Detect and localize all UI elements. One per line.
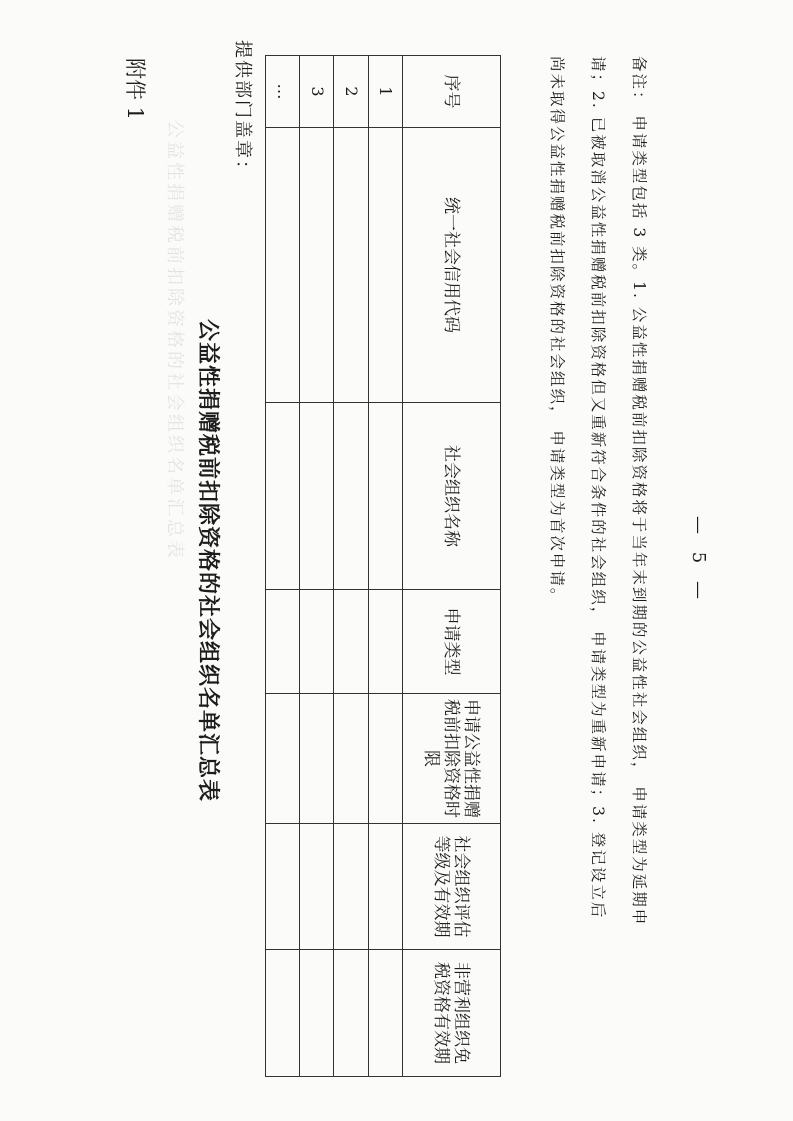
table-cell [300,824,334,950]
remarks-line: 尚未取得公益性捐赠税前扣除资格的社会组织， 申请类型为首次申请。 [548,56,566,606]
remarks [536,56,659,1066]
table-cell [334,950,368,1077]
remarks-line: 请；2. 已被取消公益性捐赠税前扣除资格但又重新符合条件的社会组织， 申请类型为重新申请；3. 登记设立后 [589,56,607,920]
table-cell [266,403,300,590]
header-org-name: 社会组织名称 [403,403,501,590]
page-number: — 5 — [688,516,709,605]
table-cell [334,403,368,590]
table-cell [334,824,368,950]
table-cell: 1 [368,56,402,128]
table-row [334,56,368,1077]
table-cell [368,950,402,1077]
header-credit-code: 统一社会信用代码 [403,128,501,403]
table-cell: 3 [300,56,334,128]
table-cell [266,590,300,694]
table-cell [334,128,368,403]
table-cell [300,128,334,403]
table-header-row [403,56,501,1077]
table-cell [368,403,402,590]
table-row [266,56,300,1077]
table-cell [368,694,402,824]
table-cell: … [266,56,300,128]
table-cell [334,590,368,694]
header-seq: 序号 [403,56,501,128]
summary-table [265,55,501,1077]
header-deduction-period: 申请公益性捐赠税前扣除资格时限 [403,694,501,824]
table-row [300,56,334,1077]
header-eval-grade: 社会组织评估等级及有效期 [403,824,501,950]
table-cell [266,128,300,403]
table-cell: 2 [334,56,368,128]
table-cell [300,403,334,590]
table-cell [368,590,402,694]
table-cell [266,824,300,950]
table-cell [368,128,402,403]
header-tax-exempt: 非营利组织免税资格有效期 [403,950,501,1077]
table-cell [266,950,300,1077]
table-cell [300,950,334,1077]
page-title: 公益性捐赠税前扣除资格的社会组织名单汇总表 [195,318,221,802]
table-cell [300,590,334,694]
provider-stamp-label: 提供部门盖章： [232,40,253,180]
table-cell [300,694,334,824]
table-row [368,56,402,1077]
table-cell [266,694,300,824]
header-apply-type: 申请类型 [403,590,501,694]
remarks-line: 备注： 申请类型包括 3 类。1. 公益性捐赠税前扣除资格将于当年末到期的公益性社会组织， 申请类型为延期申 [630,56,648,927]
attachment-label: 附件 1 [123,58,147,121]
bleed-through-text: 公益性捐赠税前扣除资格的社会组织名单汇总表 [164,120,185,561]
table-cell [334,694,368,824]
table-cell [368,824,402,950]
